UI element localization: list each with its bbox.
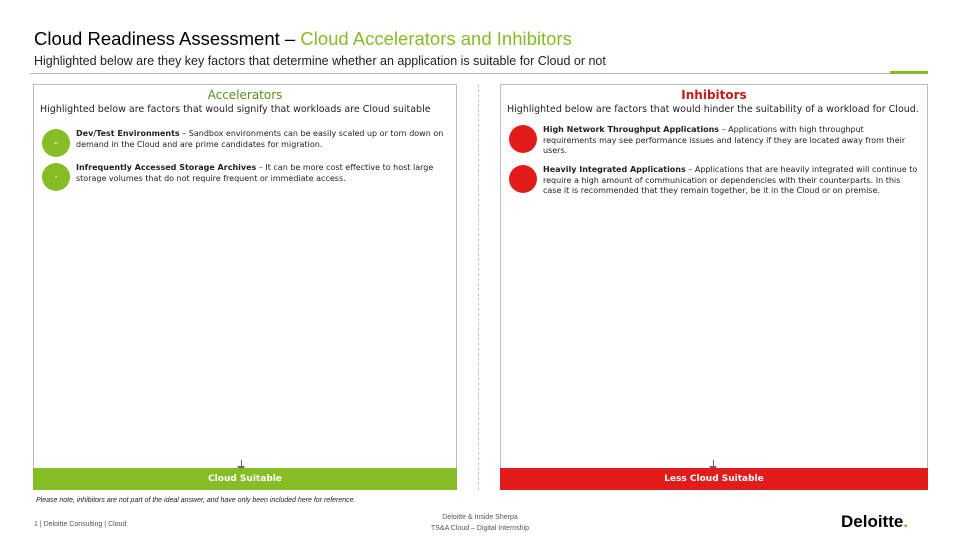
less-cloud-suitable-bar: Less Cloud Suitable [500, 468, 928, 490]
inhibitor-item-text [543, 125, 919, 157]
accelerator-item [42, 163, 448, 191]
inhibitor-item-body: – Applications with high throughput requirements may see performance issues and latency if they are located away from their users. [543, 125, 906, 155]
inhibitors-arrow-icon [713, 460, 714, 468]
accelerator-item-text [76, 129, 448, 157]
header-divider [30, 73, 892, 74]
inhibitor-item-title: Heavily Integrated Applications [543, 165, 686, 174]
accelerators-panel [33, 84, 457, 490]
accelerator-item-title: Dev/Test Environments [76, 129, 180, 138]
cloud-suitable-bar: Cloud Suitable [33, 468, 457, 490]
accelerator-item-title: Infrequently Accessed Storage Archives [76, 163, 257, 172]
inhibitor-bullet-icon [509, 125, 537, 153]
inhibitor-item [509, 165, 919, 197]
accelerator-bullet-icon: ▫▫ [42, 129, 70, 157]
deloitte-logo [841, 512, 908, 532]
panel-divider [478, 84, 479, 490]
header-accent-bar [890, 71, 928, 74]
inhibitor-item-body: – Applications that are heavily integrated will continue to require a high amount of communication or dependencies with their counterparts. In this case it is recommended that they remain together, be it in the Cloud or on premise. [543, 165, 918, 195]
accelerator-item-text [76, 163, 448, 191]
footer-center-line1: Deloitte & Inside Sherpa [442, 514, 518, 521]
footer-center-line2: TS&A Cloud – Digital Internship [430, 525, 530, 532]
accelerators-heading: Accelerators [207, 88, 283, 102]
inhibitors-panel [500, 84, 928, 490]
logo-text: Deloitte [841, 512, 904, 531]
inhibitor-item-title: High Network Throughput Applications [543, 125, 720, 134]
logo-dot: . [903, 512, 909, 531]
page-subtitle: Highlighted below are they key factors that determine whether an application is suitable for Cloud or not [34, 54, 606, 68]
reference-note: Please note, inhibitors are not part of the ideal answer, and have only been included here for reference. [36, 497, 356, 504]
inhibitors-heading: Inhibitors [681, 88, 747, 102]
inhibitor-item-text [543, 165, 919, 197]
accelerator-item [42, 129, 448, 157]
accelerator-bullet-icon: ▫ [42, 163, 70, 191]
inhibitor-item [509, 125, 919, 157]
footer-center [380, 512, 580, 534]
page-title-accent: Cloud Accelerators and Inhibitors [300, 28, 572, 49]
inhibitor-bullet-icon [509, 165, 537, 193]
page-title-main: Cloud Readiness Assessment – [34, 28, 301, 49]
accelerator-item-body: – Sandbox environments can be easily scaled up or torn down on demand in the Cloud and are prime candidates for migration. [76, 129, 444, 149]
footer-page-info: 1 | Deloitte Consulting | Cloud [34, 521, 127, 528]
accelerators-arrow-icon [241, 460, 242, 468]
inhibitors-description: Highlighted below are factors that would hinder the suitability of a workload for Cloud. [507, 104, 919, 115]
accelerator-item-body: – It can be more cost effective to host large storage volumes that do not require frequent or immediate access. [76, 163, 434, 183]
accelerators-description: Highlighted below are factors that would signify that workloads are Cloud suitable [40, 104, 431, 115]
page-title [34, 28, 572, 50]
